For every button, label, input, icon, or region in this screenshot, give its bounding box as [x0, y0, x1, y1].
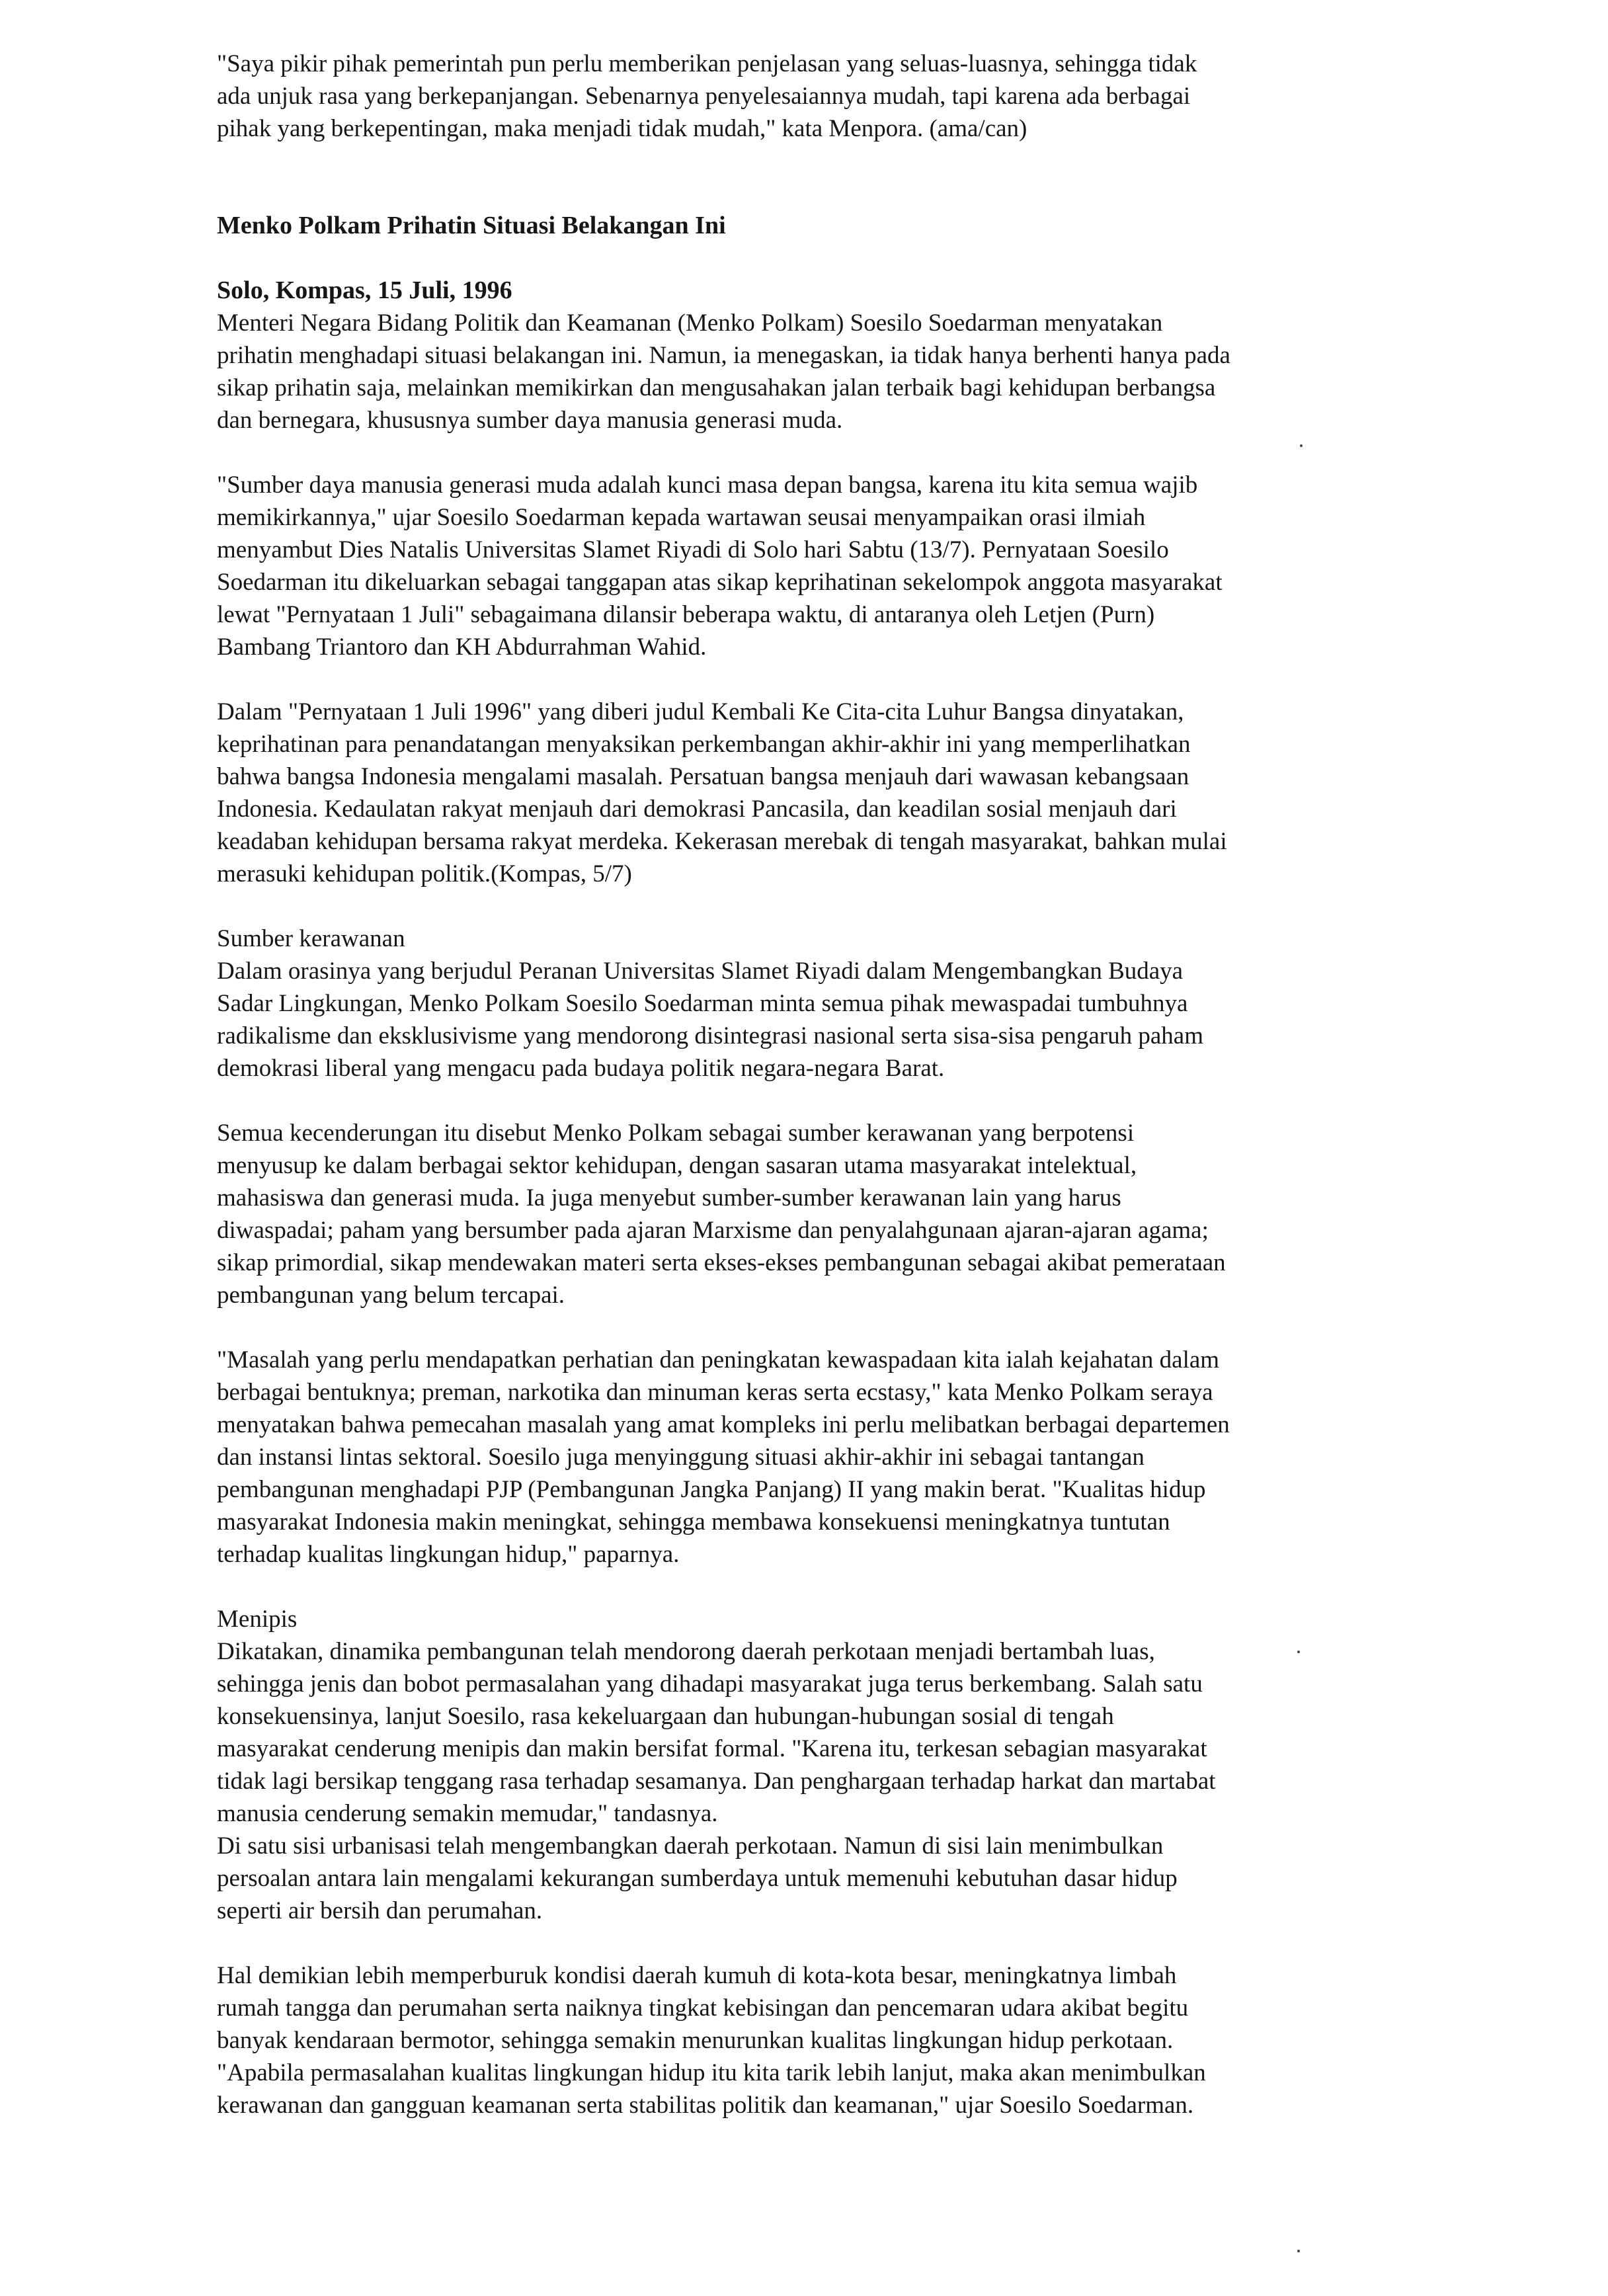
text-line: persoalan antara lain mengalami kekurangan sumberdaya untuk memenuhi kebutuhan dasar hidup [217, 1865, 1178, 1892]
text-line: seperti air bersih dan perumahan. [217, 1897, 543, 1924]
text-line: kerawanan dan gangguan keamanan serta stabilitas politik dan keamanan," ujar Soesilo Soedarman. [217, 2092, 1194, 2119]
text-line: sikap primordial, sikap mendewakan materi serta ekses-ekses pembangunan sebagai akibat pemerataan [217, 1249, 1226, 1276]
text-line: Hal demikian lebih memperburuk kondisi daerah kumuh di kota-kota besar, meningkatnya limbah [217, 1962, 1177, 1989]
scan-speck [1300, 444, 1303, 447]
paragraph [217, 469, 1407, 663]
paragraph [217, 955, 1407, 1085]
text-line: banyak kendaraan bermotor, sehingga semakin menurunkan kualitas lingkungan hidup perkotaan. [217, 2027, 1174, 2054]
text-line: Di satu sisi urbanisasi telah mengembangkan daerah perkotaan. Namun di sisi lain menimbulkan [217, 1832, 1164, 1860]
text-line: tidak lagi bersikap tenggang rasa terhadap sesamanya. Dan penghargaan terhadap harkat dan martabat [217, 1768, 1216, 1795]
paragraph [217, 1344, 1407, 1571]
text-line: merasuki kehidupan politik.(Kompas, 5/7) [217, 860, 632, 887]
text-line: konsekuensinya, lanjut Soesilo, rasa kekeluargaan dan hubungan-hubungan sosial di tengah [217, 1703, 1114, 1730]
text-line: pihak yang berkepentingan, maka menjadi tidak mudah," kata Menpora. (ama/can) [217, 115, 1027, 142]
text-line: Bambang Triantoro dan KH Abdurrahman Wahid. [217, 634, 707, 661]
text-line: prihatin menghadapi situasi belakangan ini. Namun, ia menegaskan, ia tidak hanya berhenti hanya pada [217, 342, 1230, 369]
paragraph [217, 1830, 1407, 1927]
text-line: menyambut Dies Natalis Universitas Slamet Riyadi di Solo hari Sabtu (13/7). Pernyataan Soesilo [217, 536, 1169, 563]
text-line: menyatakan bahwa pemecahan masalah yang amat kompleks ini perlu melibatkan berbagai departemen [217, 1411, 1230, 1438]
text-line: radikalisme dan eksklusivisme yang mendorong disintegrasi nasional serta sisa-sisa pengaruh paham [217, 1022, 1203, 1049]
paragraph [217, 1635, 1407, 1830]
text-line: Dalam orasinya yang berjudul Peranan Universitas Slamet Riyadi dalam Mengembangkan Budaya [217, 958, 1184, 985]
text-line: "Masalah yang perlu mendapatkan perhatian dan peningkatan kewaspadaan kita ialah kejahatan dalam [217, 1346, 1220, 1374]
previous-article-ending [217, 48, 1407, 145]
text-line: memikirkannya," ujar Soesilo Soedarman kepada wartawan seusai menyampaikan orasi ilmiah [217, 504, 1146, 531]
text-line: Indonesia. Kedaulatan rakyat menjauh dari demokrasi Pancasila, dan keadilan sosial menjauh dari [217, 796, 1177, 823]
text-line: diwaspadai; paham yang bersumber pada ajaran Marxisme dan penyalahgunaan ajaran-ajaran agama; [217, 1217, 1209, 1244]
text-line: sehingga jenis dan bobot permasalahan yang dihadapi masyarakat juga terus berkembang. Salah satu [217, 1670, 1203, 1698]
text-line: terhadap kualitas lingkungan hidup," paparnya. [217, 1541, 680, 1568]
paragraph [217, 696, 1407, 890]
text-line: Menteri Negara Bidang Politik dan Keamanan (Menko Polkam) Soesilo Soedarman menyatakan [217, 309, 1163, 337]
section-subhead: Sumber kerawanan [217, 925, 405, 952]
text-line: ada unjuk rasa yang berkepanjangan. Sebenarnya penyelesaiannya mudah, tapi karena ada berbagai [217, 83, 1191, 110]
scan-speck [1297, 1651, 1300, 1653]
text-line: Dikatakan, dinamika pembangunan telah mendorong daerah perkotaan menjadi bertambah luas, [217, 1638, 1155, 1665]
text-line: sikap prihatin saja, melainkan memikirkan dan mengusahakan jalan terbaik bagi kehidupan berbangsa [217, 374, 1216, 401]
document-page [217, 48, 1407, 2121]
text-line: manusia cenderung semakin memudar," tandasnya. [217, 1800, 718, 1827]
text-line: "Apabila permasalahan kualitas lingkungan hidup itu kita tarik lebih lanjut, maka akan menimbulkan [217, 2059, 1206, 2086]
text-line: dan bernegara, khususnya sumber daya manusia generasi muda. [217, 407, 843, 434]
text-line: Soedarman itu dikeluarkan sebagai tanggapan atas sikap keprihatinan sekelompok anggota masyarakat [217, 569, 1223, 596]
text-line: Dalam "Pernyataan 1 Juli 1996" yang diberi judul Kembali Ke Cita-cita Luhur Bangsa dinyatakan, [217, 698, 1184, 725]
text-line: Sadar Lingkungan, Menko Polkam Soesilo Soedarman minta semua pihak mewaspadai tumbuhnya [217, 990, 1188, 1017]
text-line: rumah tangga dan perumahan serta naiknya tingkat kebisingan dan pencemaran udara akibat begitu [217, 1994, 1189, 2022]
text-line: berbagai bentuknya; preman, narkotika dan minuman keras serta ecstasy," kata Menko Polkam seraya [217, 1379, 1213, 1406]
scan-speck [1297, 2250, 1300, 2252]
text-line: pembangunan yang belum tercapai. [217, 1282, 565, 1309]
paragraph [217, 1959, 1407, 2121]
article-headline: Menko Polkam Prihatin Situasi Belakangan Ini [217, 212, 726, 239]
paragraph [217, 1117, 1407, 1311]
paragraph [217, 307, 1407, 436]
text-line: mahasiswa dan generasi muda. Ia juga menyebut sumber-sumber kerawanan lain yang harus [217, 1184, 1121, 1211]
text-line: demokrasi liberal yang mengacu pada budaya politik negara-negara Barat. [217, 1055, 945, 1082]
text-line: keprihatinan para penandatangan menyaksikan perkembangan akhir-akhir ini yang memperlihatkan [217, 731, 1191, 758]
text-line: lewat "Pernyataan 1 Juli" sebagaimana dilansir beberapa waktu, di antaranya oleh Letjen (Purn) [217, 601, 1155, 628]
text-line: Semua kecenderungan itu disebut Menko Polkam sebagai sumber kerawanan yang berpotensi [217, 1120, 1135, 1147]
text-line: pembangunan menghadapi PJP (Pembangunan Jangka Panjang) II yang makin berat. "Kualitas hidup [217, 1476, 1206, 1503]
text-line: dan instansi lintas sektoral. Soesilo juga menyinggung situasi akhir-akhir ini sebagai tantangan [217, 1444, 1145, 1471]
text-line: masyarakat Indonesia makin meningkat, sehingga membawa konsekuensi meningkatnya tuntutan [217, 1508, 1170, 1536]
text-line: "Saya pikir pihak pemerintah pun perlu memberikan penjelasan yang seluas-luasnya, sehingga tidak [217, 50, 1197, 77]
section-subhead: Menipis [217, 1606, 298, 1633]
text-line: bahwa bangsa Indonesia mengalami masalah. Persatuan bangsa menjauh dari wawasan kebangsaan [217, 763, 1189, 790]
text-line: masyarakat cenderung menipis dan makin bersifat formal. "Karena itu, terkesan sebagian masyarakat [217, 1735, 1207, 1762]
text-line: menyusup ke dalam berbagai sektor kehidupan, dengan sasaran utama masyarakat intelektual, [217, 1152, 1137, 1179]
text-line: keadaban kehidupan bersama rakyat merdeka. Kekerasan merebak di tengah masyarakat, bahkan mulai [217, 828, 1227, 855]
article-dateline: Solo, Kompas, 15 Juli, 1996 [217, 276, 512, 304]
text-line: "Sumber daya manusia generasi muda adalah kunci masa depan bangsa, karena itu kita semua wajib [217, 472, 1198, 499]
